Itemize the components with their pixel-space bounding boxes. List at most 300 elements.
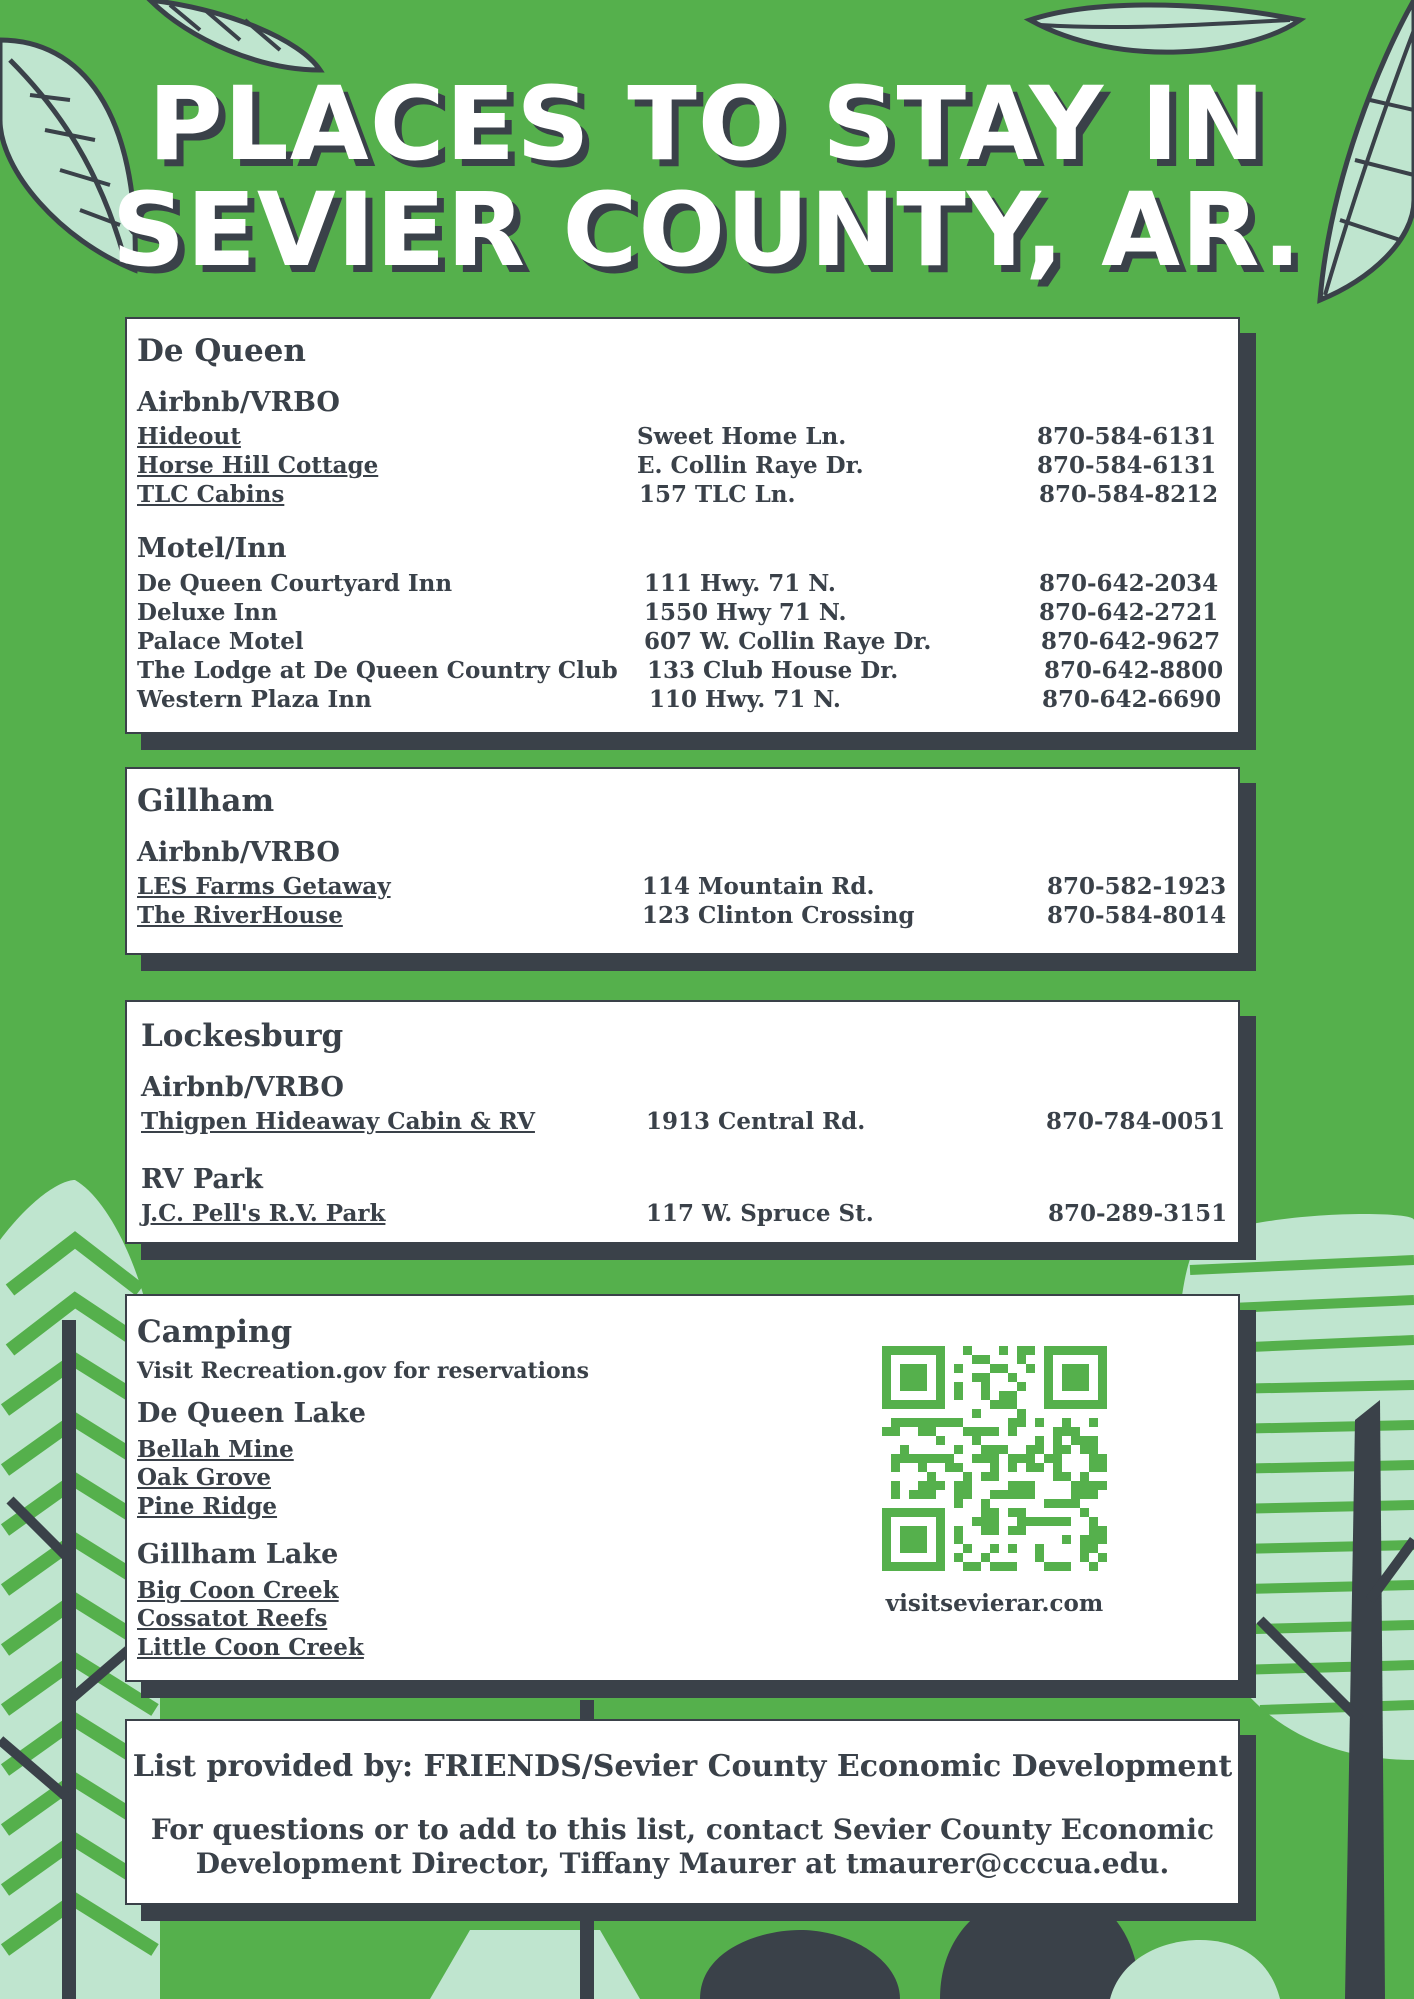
qr-module <box>1071 1499 1080 1508</box>
qr-module <box>1071 1400 1080 1409</box>
qr-module <box>999 1490 1008 1499</box>
qr-module <box>1044 1499 1053 1508</box>
qr-module <box>981 1508 990 1517</box>
listing-link[interactable]: Horse Hill Cottage <box>137 452 379 479</box>
qr-module <box>882 1562 891 1571</box>
qr-module <box>945 1454 954 1463</box>
qr-module <box>1044 1562 1053 1571</box>
listing-address: 117 W. Spruce St. <box>646 1200 874 1227</box>
contact-text-line-2: Development Director, Tiffany Maurer at tmaurer@cccua.edu. <box>195 1847 1170 1880</box>
qr-module <box>1044 1400 1053 1409</box>
qr-module <box>918 1562 927 1571</box>
qr-module <box>1071 1436 1080 1445</box>
listing-phone: 870-642-6690 <box>1042 686 1222 713</box>
qr-module <box>981 1373 990 1382</box>
qr-module <box>1080 1436 1089 1445</box>
qr-module <box>990 1400 999 1409</box>
qr-module <box>882 1400 891 1409</box>
qr-module <box>1017 1418 1026 1427</box>
qr-module <box>882 1526 891 1535</box>
listing-link[interactable]: TLC Cabins <box>137 481 285 508</box>
listing-address: 157 TLC Ln. <box>639 481 796 508</box>
qr-module <box>882 1382 891 1391</box>
qr-module <box>1044 1382 1053 1391</box>
qr-module <box>1098 1355 1107 1364</box>
qr-module <box>999 1445 1008 1454</box>
qr-module <box>882 1391 891 1400</box>
qr-module <box>936 1391 945 1400</box>
qr-module <box>909 1364 918 1373</box>
qr-module <box>936 1436 945 1445</box>
qr-module <box>954 1382 963 1391</box>
qr-module <box>990 1490 999 1499</box>
listing-address: 1913 Central Rd. <box>646 1108 866 1135</box>
qr-module <box>981 1427 990 1436</box>
category-heading: Motel/Inn <box>137 533 287 564</box>
qr-module <box>882 1355 891 1364</box>
qr-module <box>1035 1544 1044 1553</box>
qr-module <box>1053 1472 1062 1481</box>
qr-module <box>981 1553 990 1562</box>
qr-module <box>927 1346 936 1355</box>
qr-module <box>1062 1418 1071 1427</box>
qr-module <box>1035 1418 1044 1427</box>
qr-module <box>963 1481 972 1490</box>
qr-module <box>1044 1391 1053 1400</box>
qr-module <box>990 1472 999 1481</box>
qr-module <box>990 1544 999 1553</box>
qr-module <box>1080 1382 1089 1391</box>
qr-module <box>999 1346 1008 1355</box>
qr-module <box>1062 1400 1071 1409</box>
qr-module <box>1044 1373 1053 1382</box>
qr-module <box>999 1562 1008 1571</box>
qr-module <box>990 1517 999 1526</box>
qr-module <box>990 1508 999 1517</box>
qr-module <box>1071 1427 1080 1436</box>
qr-module <box>1026 1364 1035 1373</box>
qr-module <box>954 1463 963 1472</box>
qr-module <box>1008 1427 1017 1436</box>
qr-module <box>981 1445 990 1454</box>
campsite-link[interactable]: Little Coon Creek <box>137 1634 364 1661</box>
qr-module <box>1062 1445 1071 1454</box>
qr-module <box>1044 1517 1053 1526</box>
list-item <box>137 452 1232 480</box>
qr-module <box>882 1427 891 1436</box>
qr-module <box>963 1544 972 1553</box>
qr-module <box>891 1346 900 1355</box>
qr-module <box>1026 1346 1035 1355</box>
qr-module <box>936 1346 945 1355</box>
qr-module <box>909 1535 918 1544</box>
qr-module <box>1017 1508 1026 1517</box>
qr-module <box>954 1481 963 1490</box>
qr-module <box>936 1400 945 1409</box>
listing-link[interactable]: LES Farms Getaway <box>137 873 391 900</box>
qr-module <box>900 1544 909 1553</box>
listing-name: De Queen Courtyard Inn <box>137 570 453 597</box>
provided-by-text: List provided by: FRIENDS/Sevier County Economic Development <box>132 1749 1233 1784</box>
footer-panel <box>125 1719 1240 1905</box>
qr-module <box>927 1454 936 1463</box>
qr-module <box>1017 1454 1026 1463</box>
qr-module <box>909 1454 918 1463</box>
qr-module <box>1062 1535 1071 1544</box>
listing-phone: 870-784-0051 <box>1046 1108 1226 1135</box>
list-item <box>137 873 1232 901</box>
camping-panel <box>125 1294 1240 1682</box>
qr-code-icon[interactable] <box>882 1346 1107 1571</box>
qr-module <box>891 1454 900 1463</box>
qr-module <box>1089 1400 1098 1409</box>
listing-address: Sweet Home Ln. <box>637 423 847 450</box>
qr-module <box>891 1508 900 1517</box>
lockesburg-panel <box>125 1000 1240 1244</box>
listing-name: Western Plaza Inn <box>137 686 372 713</box>
qr-module <box>963 1562 972 1571</box>
qr-module <box>900 1346 909 1355</box>
qr-module <box>927 1400 936 1409</box>
qr-module <box>1089 1445 1098 1454</box>
qr-module <box>1017 1517 1026 1526</box>
qr-module <box>891 1562 900 1571</box>
qr-module <box>1071 1481 1080 1490</box>
qr-module <box>1008 1508 1017 1517</box>
qr-module <box>927 1508 936 1517</box>
listing-link[interactable]: Thigpen Hideaway Cabin & RV <box>141 1108 535 1135</box>
qr-module <box>1017 1346 1026 1355</box>
qr-module <box>990 1454 999 1463</box>
qr-module <box>1080 1400 1089 1409</box>
qr-module <box>900 1454 909 1463</box>
qr-module <box>1035 1463 1044 1472</box>
qr-module <box>1017 1382 1026 1391</box>
qr-module <box>918 1373 927 1382</box>
qr-module <box>918 1535 927 1544</box>
qr-module <box>1089 1535 1098 1544</box>
qr-module <box>954 1526 963 1535</box>
qr-module <box>882 1373 891 1382</box>
qr-module <box>882 1553 891 1562</box>
qr-module <box>1089 1454 1098 1463</box>
qr-module <box>900 1535 909 1544</box>
qr-module <box>918 1427 927 1436</box>
qr-module <box>1026 1463 1035 1472</box>
listing-link[interactable]: J.C. Pell's R.V. Park <box>141 1200 386 1227</box>
listing-phone: 870-642-2721 <box>1039 599 1219 626</box>
qr-module <box>1089 1562 1098 1571</box>
list-item <box>137 902 1232 930</box>
qr-module <box>900 1508 909 1517</box>
qr-module <box>1080 1481 1089 1490</box>
qr-module <box>927 1562 936 1571</box>
qr-module <box>972 1409 981 1418</box>
list-item <box>137 481 1232 509</box>
qr-module <box>1071 1490 1080 1499</box>
qr-module <box>1062 1373 1071 1382</box>
qr-module <box>1017 1481 1026 1490</box>
qr-module <box>1089 1346 1098 1355</box>
qr-module <box>963 1346 972 1355</box>
qr-module <box>972 1517 981 1526</box>
qr-module <box>891 1481 900 1490</box>
qr-module <box>1053 1427 1062 1436</box>
qr-module <box>954 1391 963 1400</box>
qr-module <box>936 1562 945 1571</box>
category-heading: RV Park <box>141 1164 263 1195</box>
qr-module <box>918 1364 927 1373</box>
qr-module <box>1053 1445 1062 1454</box>
qr-module <box>954 1499 963 1508</box>
qr-module <box>1008 1544 1017 1553</box>
listing-phone: 870-584-6131 <box>1037 452 1217 479</box>
qr-module <box>954 1418 963 1427</box>
qr-module <box>1062 1562 1071 1571</box>
qr-module <box>900 1562 909 1571</box>
qr-module <box>918 1454 927 1463</box>
qr-module <box>909 1400 918 1409</box>
qr-module <box>1053 1562 1062 1571</box>
qr-module <box>972 1454 981 1463</box>
listing-address: 123 Clinton Crossing <box>642 902 915 929</box>
qr-module <box>882 1364 891 1373</box>
qr-module <box>909 1373 918 1382</box>
qr-module <box>900 1418 909 1427</box>
qr-module <box>1098 1553 1107 1562</box>
listing-phone: 870-642-9627 <box>1041 628 1221 655</box>
listing-phone: 870-642-2034 <box>1039 570 1219 597</box>
qr-module <box>990 1445 999 1454</box>
qr-module <box>1080 1490 1089 1499</box>
listing-address: 133 Club House Dr. <box>647 657 899 684</box>
qr-module <box>1026 1454 1035 1463</box>
qr-module <box>972 1355 981 1364</box>
qr-module <box>963 1490 972 1499</box>
camping-note: Visit Recreation.gov for reservations <box>137 1358 590 1384</box>
campsite-link[interactable]: Bellah Mine <box>137 1436 294 1463</box>
qr-module <box>1053 1346 1062 1355</box>
qr-module <box>1053 1400 1062 1409</box>
qr-module <box>1098 1454 1107 1463</box>
listing-phone: 870-584-6131 <box>1037 423 1217 450</box>
qr-module <box>1008 1526 1017 1535</box>
de-queen-panel <box>125 317 1240 734</box>
qr-module <box>1080 1373 1089 1382</box>
qr-module <box>1071 1346 1080 1355</box>
listing-address: 1550 Hwy 71 N. <box>644 599 847 626</box>
qr-module <box>900 1364 909 1373</box>
qr-module <box>927 1472 936 1481</box>
qr-module <box>1008 1391 1017 1400</box>
website-link[interactable]: visitsevierar.com <box>885 1590 1104 1617</box>
qr-module <box>927 1481 936 1490</box>
qr-module <box>1035 1436 1044 1445</box>
qr-module <box>1098 1391 1107 1400</box>
list-item <box>137 686 1232 714</box>
qr-module <box>1080 1346 1089 1355</box>
qr-module <box>936 1517 945 1526</box>
campsite-link[interactable]: Cossatot Reefs <box>137 1605 328 1632</box>
qr-module <box>1080 1544 1089 1553</box>
qr-module <box>936 1382 945 1391</box>
qr-module <box>1008 1454 1017 1463</box>
qr-module <box>1080 1445 1089 1454</box>
qr-module <box>1017 1526 1026 1535</box>
qr-module <box>1044 1346 1053 1355</box>
qr-module <box>1080 1508 1089 1517</box>
qr-module <box>1053 1517 1062 1526</box>
qr-module <box>954 1490 963 1499</box>
qr-module <box>990 1427 999 1436</box>
qr-module <box>999 1391 1008 1400</box>
campsite-link[interactable]: Oak Grove <box>137 1464 271 1491</box>
qr-module <box>936 1418 945 1427</box>
campsite-link[interactable]: Big Coon Creek <box>137 1577 339 1604</box>
qr-module <box>1098 1481 1107 1490</box>
campsite-link[interactable]: Pine Ridge <box>137 1493 278 1520</box>
lake-heading: De Queen Lake <box>137 1398 366 1429</box>
qr-module <box>918 1508 927 1517</box>
qr-module <box>900 1373 909 1382</box>
qr-module <box>1098 1535 1107 1544</box>
qr-module <box>900 1400 909 1409</box>
qr-module <box>927 1418 936 1427</box>
list-item <box>137 599 1232 627</box>
listing-link[interactable]: The RiverHouse <box>137 902 343 929</box>
qr-module <box>981 1382 990 1391</box>
qr-module <box>891 1400 900 1409</box>
qr-module <box>936 1454 945 1463</box>
qr-module <box>990 1463 999 1472</box>
qr-module <box>918 1526 927 1535</box>
qr-module <box>891 1490 900 1499</box>
listing-name: The Lodge at De Queen Country Club <box>137 657 618 684</box>
qr-module <box>891 1427 900 1436</box>
qr-module <box>909 1526 918 1535</box>
qr-module <box>1035 1445 1044 1454</box>
qr-module <box>1089 1490 1098 1499</box>
qr-module <box>909 1562 918 1571</box>
qr-module <box>918 1418 927 1427</box>
listing-address: 111 Hwy. 71 N. <box>644 570 836 597</box>
category-heading: Airbnb/VRBO <box>141 1072 344 1103</box>
listing-name: Palace Motel <box>137 628 304 655</box>
qr-module <box>990 1562 999 1571</box>
qr-module <box>981 1472 990 1481</box>
qr-module <box>882 1517 891 1526</box>
qr-module <box>1098 1364 1107 1373</box>
qr-module <box>972 1427 981 1436</box>
qr-module <box>1089 1517 1098 1526</box>
qr-module <box>1089 1463 1098 1472</box>
qr-module <box>909 1346 918 1355</box>
qr-module <box>981 1355 990 1364</box>
list-item <box>137 657 1232 685</box>
qr-module <box>900 1526 909 1535</box>
qr-module <box>1026 1445 1035 1454</box>
qr-module <box>1053 1436 1062 1445</box>
qr-module <box>1062 1364 1071 1373</box>
listing-phone: 870-289-3151 <box>1048 1200 1228 1227</box>
qr-module <box>882 1508 891 1517</box>
list-item <box>141 1200 1232 1228</box>
qr-module <box>990 1526 999 1535</box>
qr-module <box>1080 1553 1089 1562</box>
qr-module <box>1017 1355 1026 1364</box>
qr-module <box>1053 1463 1062 1472</box>
qr-module <box>882 1535 891 1544</box>
gillham-panel <box>125 767 1240 955</box>
camping-heading: Camping <box>137 1314 293 1350</box>
qr-module <box>891 1418 900 1427</box>
qr-module <box>936 1364 945 1373</box>
qr-module <box>990 1364 999 1373</box>
listing-phone: 870-584-8014 <box>1047 902 1227 929</box>
qr-module <box>1044 1454 1053 1463</box>
qr-module <box>1080 1535 1089 1544</box>
qr-module <box>999 1400 1008 1409</box>
town-heading: Lockesburg <box>141 1018 344 1054</box>
qr-module <box>1062 1427 1071 1436</box>
title-line-2: SEVIER COUNTY, AR. <box>111 171 1303 290</box>
qr-module <box>1008 1400 1017 1409</box>
qr-module <box>1053 1454 1062 1463</box>
list-item <box>141 1108 1232 1136</box>
qr-module <box>1044 1355 1053 1364</box>
qr-module <box>1098 1526 1107 1535</box>
list-item <box>137 423 1232 451</box>
listing-link[interactable]: Hideout <box>137 423 241 450</box>
qr-module <box>1071 1364 1080 1373</box>
qr-module <box>918 1463 927 1472</box>
qr-module <box>999 1364 1008 1373</box>
qr-module <box>981 1391 990 1400</box>
qr-module <box>1098 1346 1107 1355</box>
qr-module <box>1008 1463 1017 1472</box>
qr-module <box>945 1418 954 1427</box>
qr-module <box>1071 1373 1080 1382</box>
qr-module <box>1008 1562 1017 1571</box>
qr-module <box>1089 1418 1098 1427</box>
qr-module <box>918 1400 927 1409</box>
qr-module <box>1017 1409 1026 1418</box>
qr-module <box>1008 1418 1017 1427</box>
qr-module <box>1098 1373 1107 1382</box>
qr-module <box>1026 1481 1035 1490</box>
qr-module <box>1008 1481 1017 1490</box>
qr-module <box>936 1535 945 1544</box>
qr-module <box>954 1553 963 1562</box>
qr-module <box>1089 1526 1098 1535</box>
qr-module <box>1026 1517 1035 1526</box>
qr-module <box>1098 1400 1107 1409</box>
listing-address: E. Collin Raye Dr. <box>637 452 864 479</box>
contact-text-line-1: For questions or to add to this list, contact Sevier County Economic <box>150 1813 1215 1846</box>
qr-module <box>954 1364 963 1373</box>
qr-module <box>945 1463 954 1472</box>
qr-module <box>981 1454 990 1463</box>
qr-module <box>1062 1499 1071 1508</box>
qr-module <box>1089 1436 1098 1445</box>
qr-module <box>936 1544 945 1553</box>
qr-module <box>1026 1490 1035 1499</box>
qr-module <box>936 1355 945 1364</box>
town-heading: De Queen <box>137 333 306 369</box>
qr-module <box>936 1553 945 1562</box>
qr-module <box>927 1490 936 1499</box>
qr-module <box>981 1526 990 1535</box>
